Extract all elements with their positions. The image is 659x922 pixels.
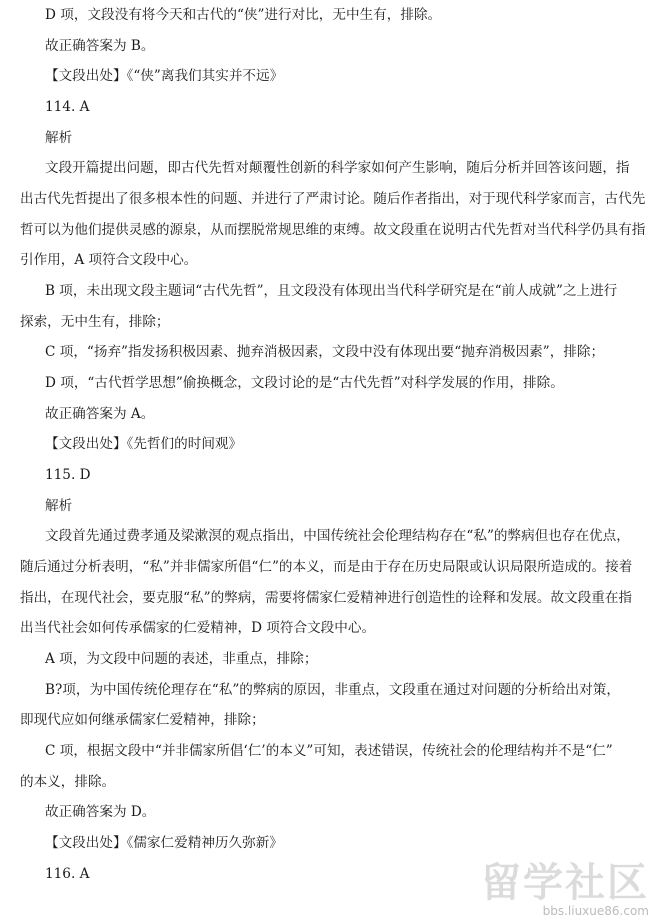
analysis-heading: 解析 [45,498,73,514]
text-line: D 项，“古代哲学思想”偷换概念，文段讨论的是“古代先哲”对科学发展的作用，排除。 [45,375,564,391]
text-line: 文段首先通过费孝通及梁漱溟的观点指出，中国传统社会伦理结构存在“私”的弊病但也存在优点， [45,528,630,544]
text-line: A 项，为文段中问题的表述，非重点，排除； [45,651,318,667]
text-line: 哲可以为他们提供灵感的源泉，从而摆脱常规思维的束缚。故文段重在说明古代先哲对当代科学仍具有指 [20,222,646,238]
text-line: 出当代社会如何传承儒家的仁爱精神，D 项符合文段中心。 [20,620,376,636]
text-line: B?项，为中国传统伦理存在“私”的弊病的原因，非重点，文段重在通过对问题的分析给出对策， [45,682,620,698]
source-line: 【文段出处】《“侠”离我们其实并不远》 [45,68,284,84]
source-line: 【文段出处】《儒家仁爱精神历久弥新》 [45,835,283,851]
text-line: C 项，根据文段中“并非儒家所倡‘仁’的本义”可知，表述错误，传统社会的伦理结构并不是“仁” [45,743,613,759]
watermark [481,862,649,918]
text-line: B 项，未出现文段主题词“古代先哲”，且文段没有体现出当代科学研究是在“前人成就”之上进行 [45,283,618,299]
text-line: 的本义，排除。 [20,774,116,790]
text-line: 指出，在现代社会，要克服“私”的弊病，需要将儒家仁爱精神进行创造性的诠释和发展。故文段重在指 [20,590,633,606]
source-line: 【文段出处】《先哲们的时间观》 [45,436,243,452]
question-number: 115. D [45,467,91,483]
text-line: 故正确答案为 A。 [45,406,155,422]
text-line: 探索，无中生有，排除； [20,314,170,330]
text-line: 故正确答案为 D。 [45,804,156,820]
watermark-brand: 留学社区 [481,860,649,906]
text-line: 文段开篇提出问题，即古代先哲对颠覆性创新的科学家如何产生影响，随后分析并回答该问题，指 [45,160,630,176]
text-line: D 项，文段没有将今天和古代的“侠”进行对比，无中生有，排除。 [45,7,442,23]
watermark-url: bbs.liuxue86.com [542,904,649,918]
question-number: 114. A [45,99,90,115]
text-line: C 项，“扬弃”指发扬积极因素、抛弃消极因素，文段中没有体现出要“抛弃消极因素”，排除； [45,344,605,360]
text-line: 即现代应如何继承儒家仁爱精神，排除； [20,712,265,728]
text-line: 故正确答案为 B。 [45,38,155,54]
analysis-heading: 解析 [45,130,73,146]
text-line: 随后通过分析表明，“私”并非儒家所倡“仁”的本义，而是由于存在历史局限或认识局限所造成的。接着 [20,559,633,575]
question-number: 116. A [45,866,90,882]
text-line: 出古代先哲提出了很多根本性的问题、并进行了严肃讨论。随后作者指出，对于现代科学家而言，古代先 [20,191,646,207]
text-line: 引作用，A 项符合文段中心。 [20,252,198,268]
